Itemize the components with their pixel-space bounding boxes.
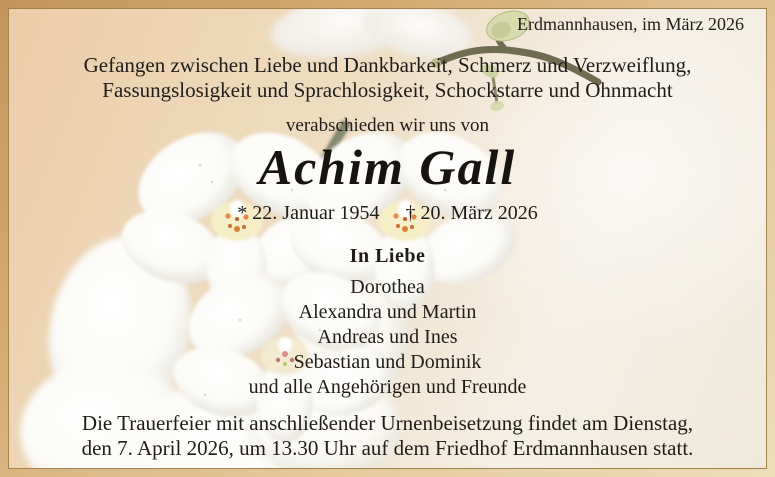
mourner-line: und alle Angehörigen und Freunde — [248, 376, 527, 398]
intro-line-2: Fassungslosigkeit und Sprachlosigkeit, Schockstarre und Ohnmacht — [102, 78, 673, 102]
mourner-line: Dorothea — [350, 276, 425, 298]
farewell-heading: In Liebe — [349, 245, 426, 267]
intro-line-1: Gefangen zwischen Liebe und Dankbarkeit, Schmerz und Verzweiflung, — [83, 53, 692, 77]
life-dates — [9, 202, 766, 225]
lead-in-text: verabschieden wir uns von — [285, 115, 490, 136]
death-date: † 20. März 2026 — [405, 202, 538, 224]
mourner-line: Alexandra und Martin — [298, 301, 477, 323]
ceremony-details — [9, 411, 766, 460]
mourner-line: Andreas und Ines — [317, 326, 458, 348]
birth-date: * 22. Januar 1954 — [237, 202, 380, 224]
deceased-name: Achim Gall — [258, 139, 517, 195]
ceremony-line-1: Die Trauerfeier mit anschließender Urnenbeisetzung findet am Dienstag, — [81, 411, 694, 435]
ceremony-line-2: den 7. April 2026, um 13.30 Uhr auf dem Friedhof Erdmannhausen statt. — [81, 435, 694, 460]
dateline: Erdmannhausen, im März 2026 — [517, 14, 744, 34]
intro-text — [9, 53, 766, 103]
obituary-content-area — [8, 8, 767, 469]
mourners-list — [9, 275, 766, 400]
mourner-line: Sebastian und Dominik — [293, 351, 482, 373]
